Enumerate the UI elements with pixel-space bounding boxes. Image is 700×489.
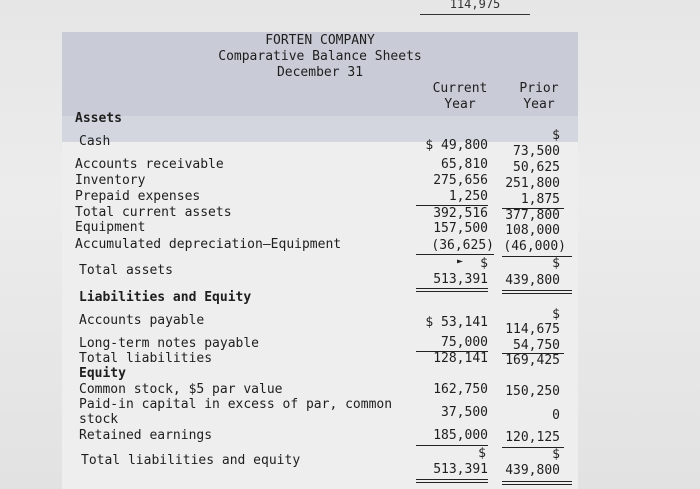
row-ltnp-label: Long-term notes payable	[79, 336, 260, 351]
underline-current	[416, 254, 494, 255]
row-re-prior: 120,125	[505, 430, 560, 445]
col-current-line2: Year	[444, 97, 476, 112]
row-ta-label: Total assets	[79, 263, 173, 278]
section-liabilities-equity: Liabilities and Equity	[79, 290, 252, 305]
section-assets: Assets	[75, 111, 122, 126]
double-underline-current	[416, 288, 488, 292]
row-tca-current: 392,516	[433, 206, 488, 221]
row-ar-prior: 50,625	[513, 160, 560, 175]
row-cash-prior: 73,500	[513, 144, 560, 159]
row-re-current: 185,000	[433, 428, 488, 443]
row-cs-prior: 150,250	[505, 384, 560, 399]
row-ta-current: 513,391	[433, 272, 488, 287]
statement-date: December 31	[276, 65, 364, 80]
col-current-line1: Current	[432, 81, 488, 96]
row-tca-label: Total current assets	[75, 205, 232, 220]
row-cs-label: Common stock, $5 par value	[79, 382, 283, 397]
row-ltnp-current: 75,000	[441, 335, 488, 350]
row-ap-label: Accounts payable	[79, 313, 205, 328]
row-cs-current: 162,750	[433, 382, 488, 397]
row-equipment-label: Equipment	[75, 220, 146, 235]
row-pic-label-line1: Paid-in capital in excess of par, common	[79, 397, 393, 412]
row-ltnp-prior: 54,750	[513, 338, 560, 353]
double-underline-current	[416, 479, 488, 483]
row-inventory-label: Inventory	[75, 173, 146, 188]
row-tl-label: Total liabilities	[79, 351, 213, 366]
row-cash-label: Cash	[79, 134, 111, 149]
row-tle-label: Total liabilities and equity	[81, 453, 301, 468]
row-accdep-label: Accumulated depreciation—Equipment	[75, 237, 342, 252]
row-accdep-prior: (46,000)	[503, 239, 566, 254]
row-prepaid-current: 1,250	[448, 189, 488, 204]
col-prior-line1: Prior	[519, 81, 559, 96]
row-cash-current: $ 49,800	[425, 138, 488, 153]
row-ta-prior: 439,800	[505, 273, 560, 288]
row-tle-prior: 439,800	[505, 463, 560, 478]
row-cash-prior-symbol: $	[552, 128, 560, 143]
row-prepaid-prior: 1,875	[520, 192, 560, 207]
row-pic-current: 37,500	[441, 405, 488, 420]
row-tle-current-symbol: $	[478, 446, 486, 461]
row-ta-prior-symbol: $	[552, 256, 560, 271]
row-pic-prior: 0	[552, 408, 560, 423]
cursor-arrow-icon: ►	[457, 256, 464, 267]
statement-title: Comparative Balance Sheets	[218, 49, 422, 64]
row-ap-current: $ 53,141	[425, 315, 488, 330]
row-accdep-current: (36,625)	[431, 238, 494, 253]
row-inventory-prior: 251,800	[505, 176, 560, 191]
col-prior-line2: Year	[523, 97, 555, 112]
row-prepaid-label: Prepaid expenses	[75, 189, 201, 204]
double-underline-prior	[502, 481, 572, 485]
row-ta-current-symbol: $	[480, 256, 488, 271]
row-ar-label: Accounts receivable	[75, 157, 224, 172]
row-ap-prior-symbol: $	[552, 307, 560, 322]
row-tl-prior: 169,425	[505, 353, 560, 368]
row-tle-current: 513,391	[433, 462, 488, 477]
row-inventory-current: 275,656	[433, 173, 488, 188]
row-pic-label-line2: stock	[79, 412, 119, 427]
row-tle-prior-symbol: $	[552, 447, 560, 462]
row-equipment-current: 157,500	[433, 221, 488, 236]
row-ar-current: 65,810	[441, 157, 488, 172]
row-equipment-prior: 108,000	[505, 223, 560, 238]
row-tl-current: 128,141	[433, 351, 488, 366]
row-ap-prior: 114,675	[505, 322, 560, 337]
previous-total-fragment: 114,975	[420, 0, 530, 15]
row-tca-prior: 377,800	[505, 208, 560, 223]
company-name: FORTEN COMPANY	[265, 33, 375, 48]
balance-sheet	[62, 32, 578, 489]
double-underline-prior	[502, 290, 572, 294]
row-re-label: Retained earnings	[79, 428, 213, 443]
section-equity: Equity	[79, 366, 126, 381]
